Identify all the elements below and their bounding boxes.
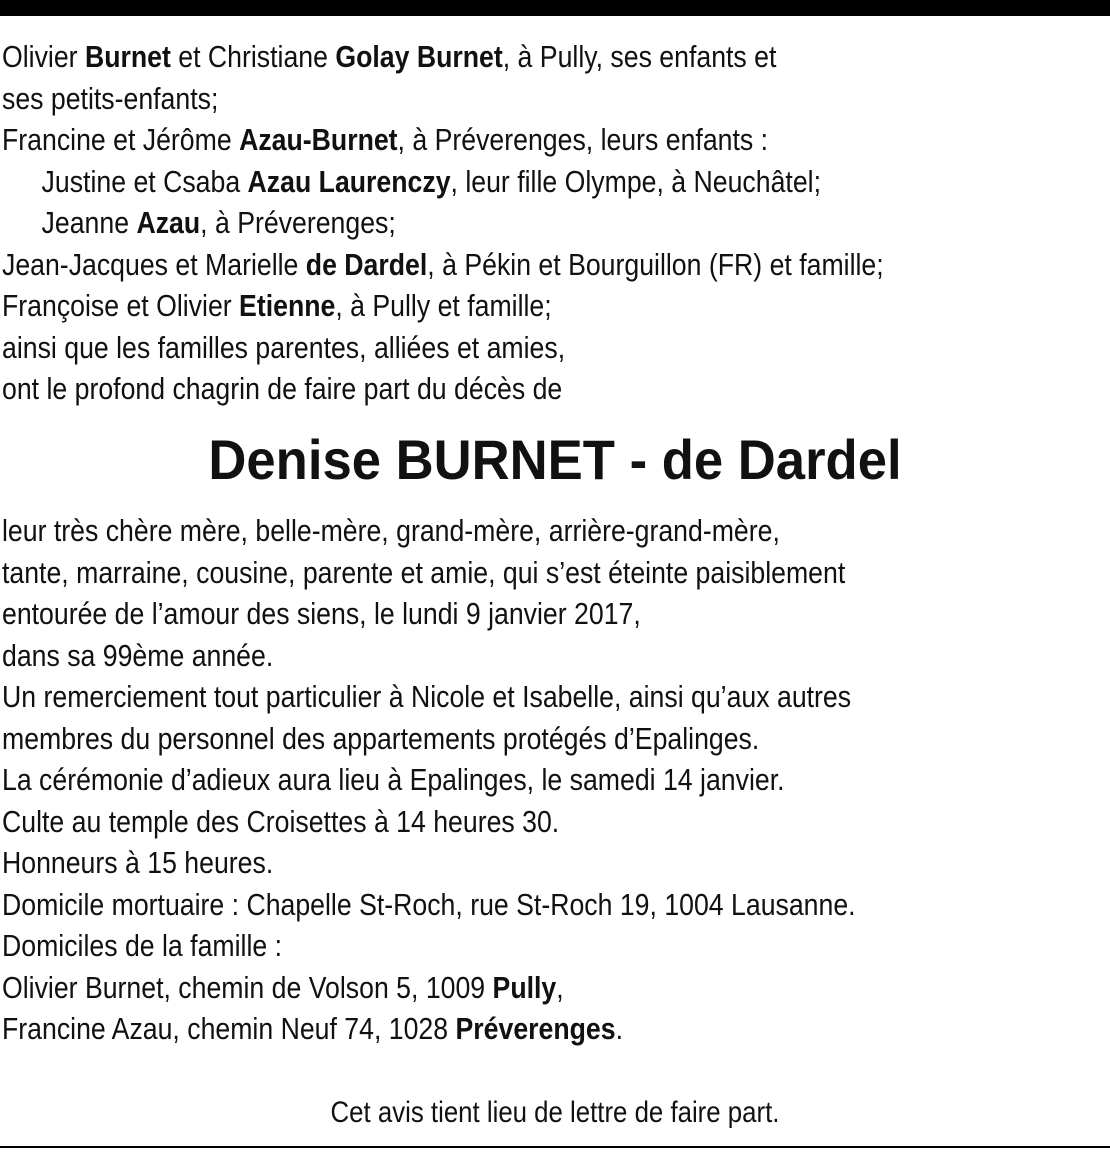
top-rule	[0, 0, 1110, 16]
body-line: Culte au temple des Croisettes à 14 heures 30.	[2, 803, 560, 839]
family-name: Golay Burnet	[335, 39, 503, 74]
text-segment: Francine et Jérôme	[2, 122, 240, 157]
text-segment: Francine Azau, chemin Neuf 74, 1028	[2, 1011, 456, 1046]
family-name: Azau-Burnet	[239, 122, 398, 157]
family-name: Azau Laurenczy	[247, 163, 451, 199]
address-line	[2, 967, 953, 1009]
town-name: Pully	[492, 969, 557, 1005]
family-line	[2, 202, 953, 244]
text-segment: Françoise et Olivier	[2, 288, 240, 323]
text-segment: Jeanne	[41, 205, 137, 240]
family-line	[2, 327, 953, 369]
family-line	[2, 78, 953, 120]
body-line: Domiciles de la famille :	[2, 928, 283, 963]
body-line: Domicile mortuaire : Chapelle St-Roch, rue St-Roch 19, 1004 Lausanne.	[2, 886, 856, 922]
text-segment: , à Pékin et Bourguillon (FR) et famille;	[427, 246, 884, 282]
family-name: de Dardel	[305, 246, 428, 282]
town-name: Préverenges	[455, 1011, 616, 1046]
text-segment: Olivier	[2, 39, 85, 74]
family-name: Azau	[136, 205, 201, 240]
text-segment: , leur fille Olympe, à Neuchâtel;	[450, 163, 821, 199]
text-segment: Justine et Csaba	[41, 163, 248, 199]
family-line	[2, 368, 953, 410]
text-segment: ont le profond chagrin de faire part du décès de	[2, 371, 563, 406]
body-line: Un remerciement tout particulier à Nicole et Isabelle, ainsi qu’aux autres	[2, 679, 852, 714]
body-line: entourée de l’amour des siens, le lundi 9 janvier 2017,	[2, 596, 641, 631]
text-segment: ses petits-enfants;	[2, 80, 219, 116]
family-announcement	[2, 36, 1108, 410]
text-segment: .	[615, 1011, 623, 1046]
family-name: Burnet	[84, 39, 171, 74]
address-line	[2, 1008, 953, 1050]
notice-body	[2, 510, 1108, 1050]
family-line	[2, 244, 953, 286]
text-segment: ainsi que les familles parentes, alliées et amies,	[2, 329, 566, 365]
body-line: dans sa 99ème année.	[2, 637, 274, 673]
text-segment: , à Pully, ses enfants et	[502, 39, 777, 74]
deceased-name-heading: Denise BURNET - de Dardel	[208, 428, 902, 491]
body-line: tante, marraine, cousine, parente et amie, qui s’est éteinte paisiblement	[2, 554, 846, 590]
text-segment: ,	[556, 969, 564, 1005]
body-line: Honneurs à 15 heures.	[2, 845, 274, 880]
family-line	[2, 285, 953, 327]
body-line: La cérémonie d’adieux aura lieu à Epalinges, le samedi 14 janvier.	[2, 762, 785, 797]
family-line	[2, 119, 953, 161]
body-line: membres du personnel des appartements protégés d’Epalinges.	[2, 720, 760, 756]
body-line: leur très chère mère, belle-mère, grand-mère, arrière-grand-mère,	[2, 513, 780, 548]
text-segment: Olivier Burnet, chemin de Volson 5, 1009	[2, 969, 493, 1005]
text-segment: , à Préverenges;	[200, 205, 396, 240]
text-segment: Jean-Jacques et Marielle	[2, 246, 306, 282]
bottom-rule	[0, 1146, 1110, 1148]
text-segment: , à Préverenges, leurs enfants :	[397, 122, 769, 157]
family-line	[2, 36, 953, 78]
closing-line: Cet avis tient lieu de lettre de faire part.	[330, 1096, 780, 1129]
family-name: Etienne	[239, 288, 336, 323]
text-segment: , à Pully et famille;	[335, 288, 552, 323]
family-line	[2, 161, 953, 203]
text-segment: et Christiane	[170, 39, 336, 74]
